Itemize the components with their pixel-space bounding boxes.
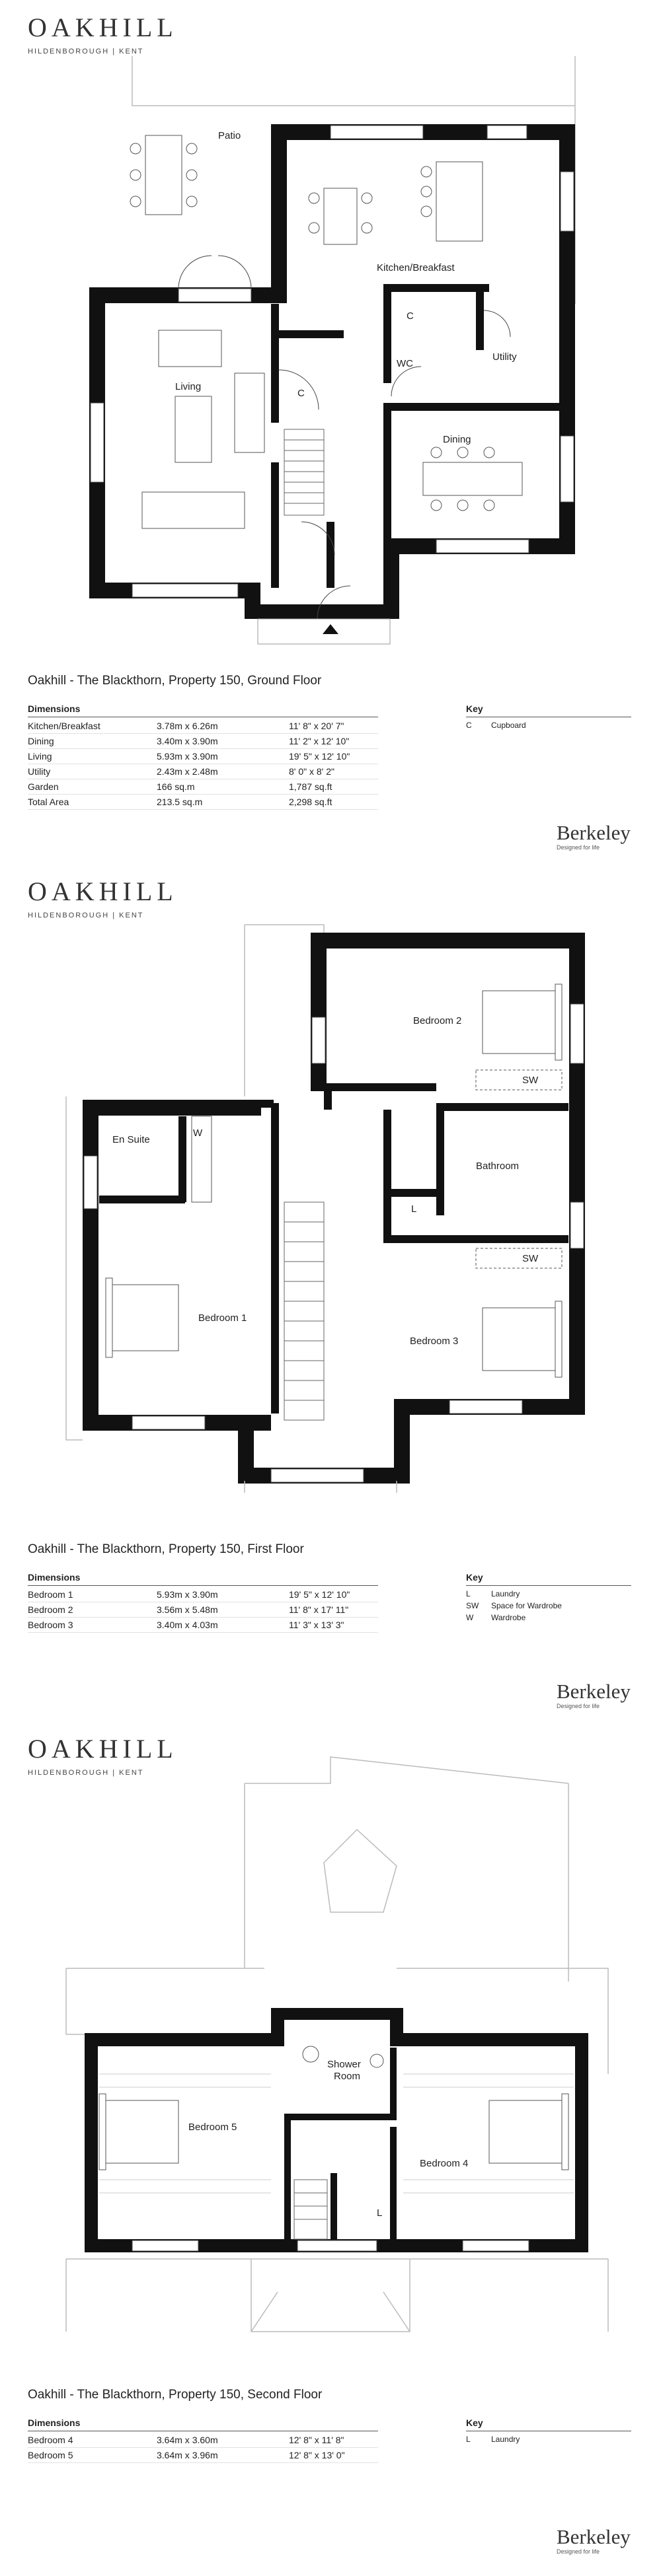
label-living: Living xyxy=(175,381,202,392)
room-imperial: 12' 8" x 11' 8" xyxy=(289,2435,344,2445)
key-heading: Key xyxy=(466,2417,631,2431)
key-row xyxy=(466,1612,631,1624)
developer-logo xyxy=(557,2526,631,2555)
room-name: Garden xyxy=(28,781,59,792)
key-heading: Key xyxy=(466,703,631,717)
room-name: Total Area xyxy=(28,797,69,807)
room-imperial: 11' 2" x 12' 10" xyxy=(289,736,350,746)
room-imperial: 12' 8" x 13' 0" xyxy=(289,2450,345,2460)
label-shower: Shower xyxy=(327,2059,361,2070)
key-row xyxy=(466,719,631,731)
key-code: C xyxy=(466,721,472,730)
room-name: Living xyxy=(28,751,52,762)
developer-name: Berkeley xyxy=(557,821,631,844)
second-floor-sheet xyxy=(0,1717,661,2576)
dimensions-table xyxy=(28,1572,378,1633)
developer-tagline: Designed for life xyxy=(557,1703,600,1709)
key-label: Laundry xyxy=(491,1589,520,1598)
room-imperial: 11' 8" x 17' 11" xyxy=(289,1604,349,1615)
key-row xyxy=(466,1588,631,1600)
dimension-row xyxy=(28,2433,378,2448)
room-name: Bedroom 3 xyxy=(28,1620,73,1630)
room-metric: 5.93m x 3.90m xyxy=(157,1589,218,1600)
label-cupboard-1: C xyxy=(407,310,414,322)
label-dining: Dining xyxy=(443,434,471,445)
key-label: Space for Wardrobe xyxy=(491,1601,562,1610)
label-wc: WC xyxy=(397,358,413,369)
key-heading: Key xyxy=(466,1572,631,1586)
key-table xyxy=(466,1572,631,1624)
dimension-row xyxy=(28,1587,378,1602)
dimensions-heading: Dimensions xyxy=(28,703,378,717)
dimension-row xyxy=(28,719,378,734)
room-metric: 166 sq.m xyxy=(157,781,195,792)
room-name: Bedroom 1 xyxy=(28,1589,73,1600)
dimensions-heading: Dimensions xyxy=(28,2417,378,2431)
first-floor-plan xyxy=(0,859,661,1493)
dimension-row xyxy=(28,734,378,749)
dimensions-table xyxy=(28,2417,378,2463)
dimension-row xyxy=(28,764,378,779)
room-metric: 3.40m x 3.90m xyxy=(157,736,218,746)
label-bedroom-3: Bedroom 3 xyxy=(410,1336,459,1347)
room-metric: 3.64m x 3.60m xyxy=(157,2435,218,2445)
brand-location: HILDENBOROUGH | KENT xyxy=(28,48,144,55)
room-imperial: 8' 0" x 8' 2" xyxy=(289,766,334,777)
key-label: Wardrobe xyxy=(491,1613,526,1622)
room-metric: 3.40m x 4.03m xyxy=(157,1620,218,1630)
key-code: SW xyxy=(466,1601,479,1610)
room-imperial: 11' 3" x 13' 3" xyxy=(289,1620,344,1630)
brand-logo: OAKHILL xyxy=(28,13,178,42)
brand-logo: OAKHILL xyxy=(28,877,178,906)
developer-tagline: Designed for life xyxy=(557,2548,600,2555)
key-row xyxy=(466,2433,631,2445)
developer-tagline: Designed for life xyxy=(557,844,600,851)
room-imperial: 2,298 sq.ft xyxy=(289,797,332,807)
room-metric: 213.5 sq.m xyxy=(157,797,203,807)
room-imperial: 1,787 sq.ft xyxy=(289,781,332,792)
brand-logo: OAKHILL xyxy=(28,1734,178,1764)
floor-title: Oakhill - The Blackthorn, Property 150, First Floor xyxy=(28,1542,304,1556)
room-metric: 3.64m x 3.96m xyxy=(157,2450,218,2460)
developer-logo xyxy=(557,1681,631,1709)
label-utility: Utility xyxy=(492,351,517,363)
label-wardrobe: W xyxy=(193,1127,203,1139)
key-code: L xyxy=(466,1589,471,1598)
room-name: Utility xyxy=(28,766,51,777)
key-label: Laundry xyxy=(491,2435,520,2444)
ground-floor-plan xyxy=(0,0,661,647)
label-laundry: L xyxy=(377,2207,383,2219)
key-table xyxy=(466,703,631,731)
dimensions-table xyxy=(28,703,378,810)
room-imperial: 19' 5" x 12' 10" xyxy=(289,751,350,762)
dimensions-heading: Dimensions xyxy=(28,1572,378,1586)
label-sw-1: SW xyxy=(522,1075,539,1086)
room-metric: 3.56m x 5.48m xyxy=(157,1604,218,1615)
label-patio: Patio xyxy=(218,130,241,141)
label-laundry: L xyxy=(411,1203,417,1215)
label-cupboard-2: C xyxy=(297,388,305,399)
label-bedroom-4: Bedroom 4 xyxy=(420,2158,469,2169)
dimension-row xyxy=(28,779,378,795)
key-code: W xyxy=(466,1613,474,1622)
label-sw-2: SW xyxy=(522,1253,539,1264)
ground-floor-sheet xyxy=(0,0,661,859)
brand-location: HILDENBOROUGH | KENT xyxy=(28,1769,144,1777)
dimension-row xyxy=(28,795,378,810)
label-en-suite: En Suite xyxy=(112,1134,150,1145)
room-name: Bedroom 4 xyxy=(28,2435,73,2445)
floor-title: Oakhill - The Blackthorn, Property 150, Second Floor xyxy=(28,2388,323,2402)
brand-location: HILDENBOROUGH | KENT xyxy=(28,912,144,919)
room-name: Dining xyxy=(28,736,54,746)
room-metric: 3.78m x 6.26m xyxy=(157,721,218,731)
key-row xyxy=(466,1600,631,1612)
room-name: Bedroom 5 xyxy=(28,2450,73,2460)
label-bedroom-2: Bedroom 2 xyxy=(413,1015,462,1026)
dimension-row xyxy=(28,1618,378,1633)
key-label: Cupboard xyxy=(491,721,526,730)
room-imperial: 11' 8" x 20' 7" xyxy=(289,721,344,731)
room-name: Kitchen/Breakfast xyxy=(28,721,100,731)
label-bathroom: Bathroom xyxy=(476,1161,520,1172)
dimension-row xyxy=(28,2448,378,2463)
developer-logo xyxy=(557,822,631,851)
key-table xyxy=(466,2417,631,2445)
room-imperial: 19' 5" x 12' 10" xyxy=(289,1589,350,1600)
label-kitchen: Kitchen/Breakfast xyxy=(377,262,455,273)
room-metric: 2.43m x 2.48m xyxy=(157,766,218,777)
developer-name: Berkeley xyxy=(557,2525,631,2548)
developer-name: Berkeley xyxy=(557,1680,631,1703)
label-room: Room xyxy=(334,2071,361,2082)
label-bedroom-5: Bedroom 5 xyxy=(188,2122,237,2133)
first-floor-sheet xyxy=(0,859,661,1717)
key-code: L xyxy=(466,2435,471,2444)
floor-title: Oakhill - The Blackthorn, Property 150, Ground Floor xyxy=(28,674,322,688)
room-metric: 5.93m x 3.90m xyxy=(157,751,218,762)
dimension-row xyxy=(28,749,378,764)
dimension-row xyxy=(28,1602,378,1618)
label-bedroom-1: Bedroom 1 xyxy=(198,1312,247,1324)
second-floor-plan xyxy=(0,1717,661,2338)
room-name: Bedroom 2 xyxy=(28,1604,73,1615)
